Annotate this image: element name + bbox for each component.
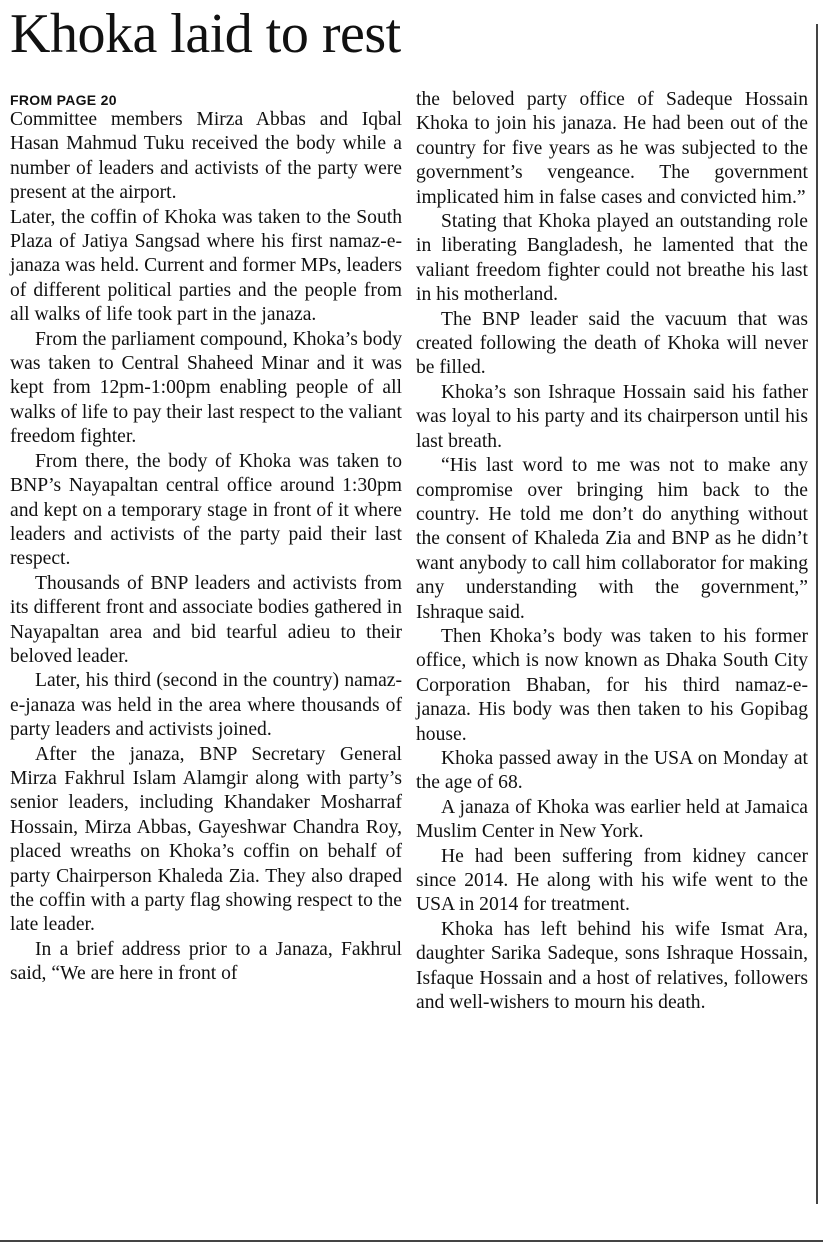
paragraph: Committee members Mirza Abbas and Iqbal Hasan Mahmud Tuku received the body while a number of leaders and activists of the party were present at the airport. (10, 109, 402, 204)
paragraph: Khoka passed away in the USA on Monday at the age of 68. (416, 747, 808, 794)
paragraph: Later, his third (second in the country) namaz-e-janaza was held in the area where thousands of party leaders and activists joined. (10, 670, 402, 741)
column-rule (816, 24, 818, 1204)
bottom-rule (0, 1240, 823, 1242)
paragraph: After the janaza, BNP Secretary General Mirza Fakhrul Islam Alamgir along with party’s senior leaders, including Khandaker Mosharraf Hossain, Mirza Abbas, Gayeshwar Chandra Roy, placed wreaths on Khoka’s coffin on behalf of party Chairperson Khaleda Zia. They also draped the coffin with a party flag showing respect to the late leader. (10, 743, 402, 936)
paragraph: From the parliament compound, Khoka’s body was taken to Central Shaheed Minar and it was kept from 12pm-1:00pm enabling people of all walks of life to pay their last respect to the valiant freedom fighter. (10, 328, 402, 448)
right-column (416, 88, 808, 1015)
paragraph: Thousands of BNP leaders and activists from its different front and associate bodies gathered in Nayapaltan area and bid tearful adieu to their beloved leader. (10, 572, 402, 667)
paragraph: the beloved party office of Sadeque Hossain Khoka to join his janaza. He had been out of the country for five years as he was subjected to the government’s vengeance. The government implicated him in false cases and convicted him.” (416, 89, 808, 208)
left-column (10, 92, 402, 987)
paragraph: He had been suffering from kidney cancer since 2014. He along with his wife went to the USA in 2014 for treatment. (416, 845, 808, 916)
paragraph: Stating that Khoka played an outstanding role in liberating Bangladesh, he lamented that the valiant freedom fighter could not breathe his last in his motherland. (416, 211, 808, 306)
paragraph: Then Khoka’s body was taken to his former office, which is now known as Dhaka South City Corporation Bhaban, for his third namaz-e-janaza. His body was then taken to his Gopibag house. (416, 625, 808, 745)
paragraph: In a brief address prior to a Janaza, Fakhrul said, “We are here in front of (10, 938, 402, 985)
paragraph: A janaza of Khoka was earlier held at Jamaica Muslim Center in New York. (416, 796, 808, 843)
paragraph: Khoka’s son Ishraque Hossain said his father was loyal to his party and its chairperson until his last breath. (416, 381, 808, 452)
headline: Khoka laid to rest (10, 3, 401, 65)
paragraph: Khoka has left behind his wife Ismat Ara, daughter Sarika Sadeque, sons Ishraque Hossain, Isfaque Hossain and a host of relatives, followers and well-wishers to mourn his death. (416, 918, 808, 1014)
paragraph: The BNP leader said the vacuum that was created following the death of Khoka will never be filled. (416, 308, 808, 379)
paragraph: “His last word to me was not to make any compromise over bringing him back to the country. He told me don’t do anything without the consent of Khaleda Zia and BNP as he didn’t want anybody to call him collaborator for making any understanding with the government,” Ishraque said. (416, 455, 808, 623)
paragraph: From there, the body of Khoka was taken to BNP’s Nayapaltan central office around 1:30pm and kept on a temporary stage in front of it where leaders and activists of the party paid their last respect. (10, 450, 402, 570)
paragraph: Later, the coffin of Khoka was taken to the South Plaza of Jatiya Sangsad where his first namaz-e-janaza was held. Current and former MPs, leaders of different political parties and the people from all walks of life took part in the janaza. (10, 206, 402, 326)
byline: FROM PAGE 20 (10, 92, 117, 108)
